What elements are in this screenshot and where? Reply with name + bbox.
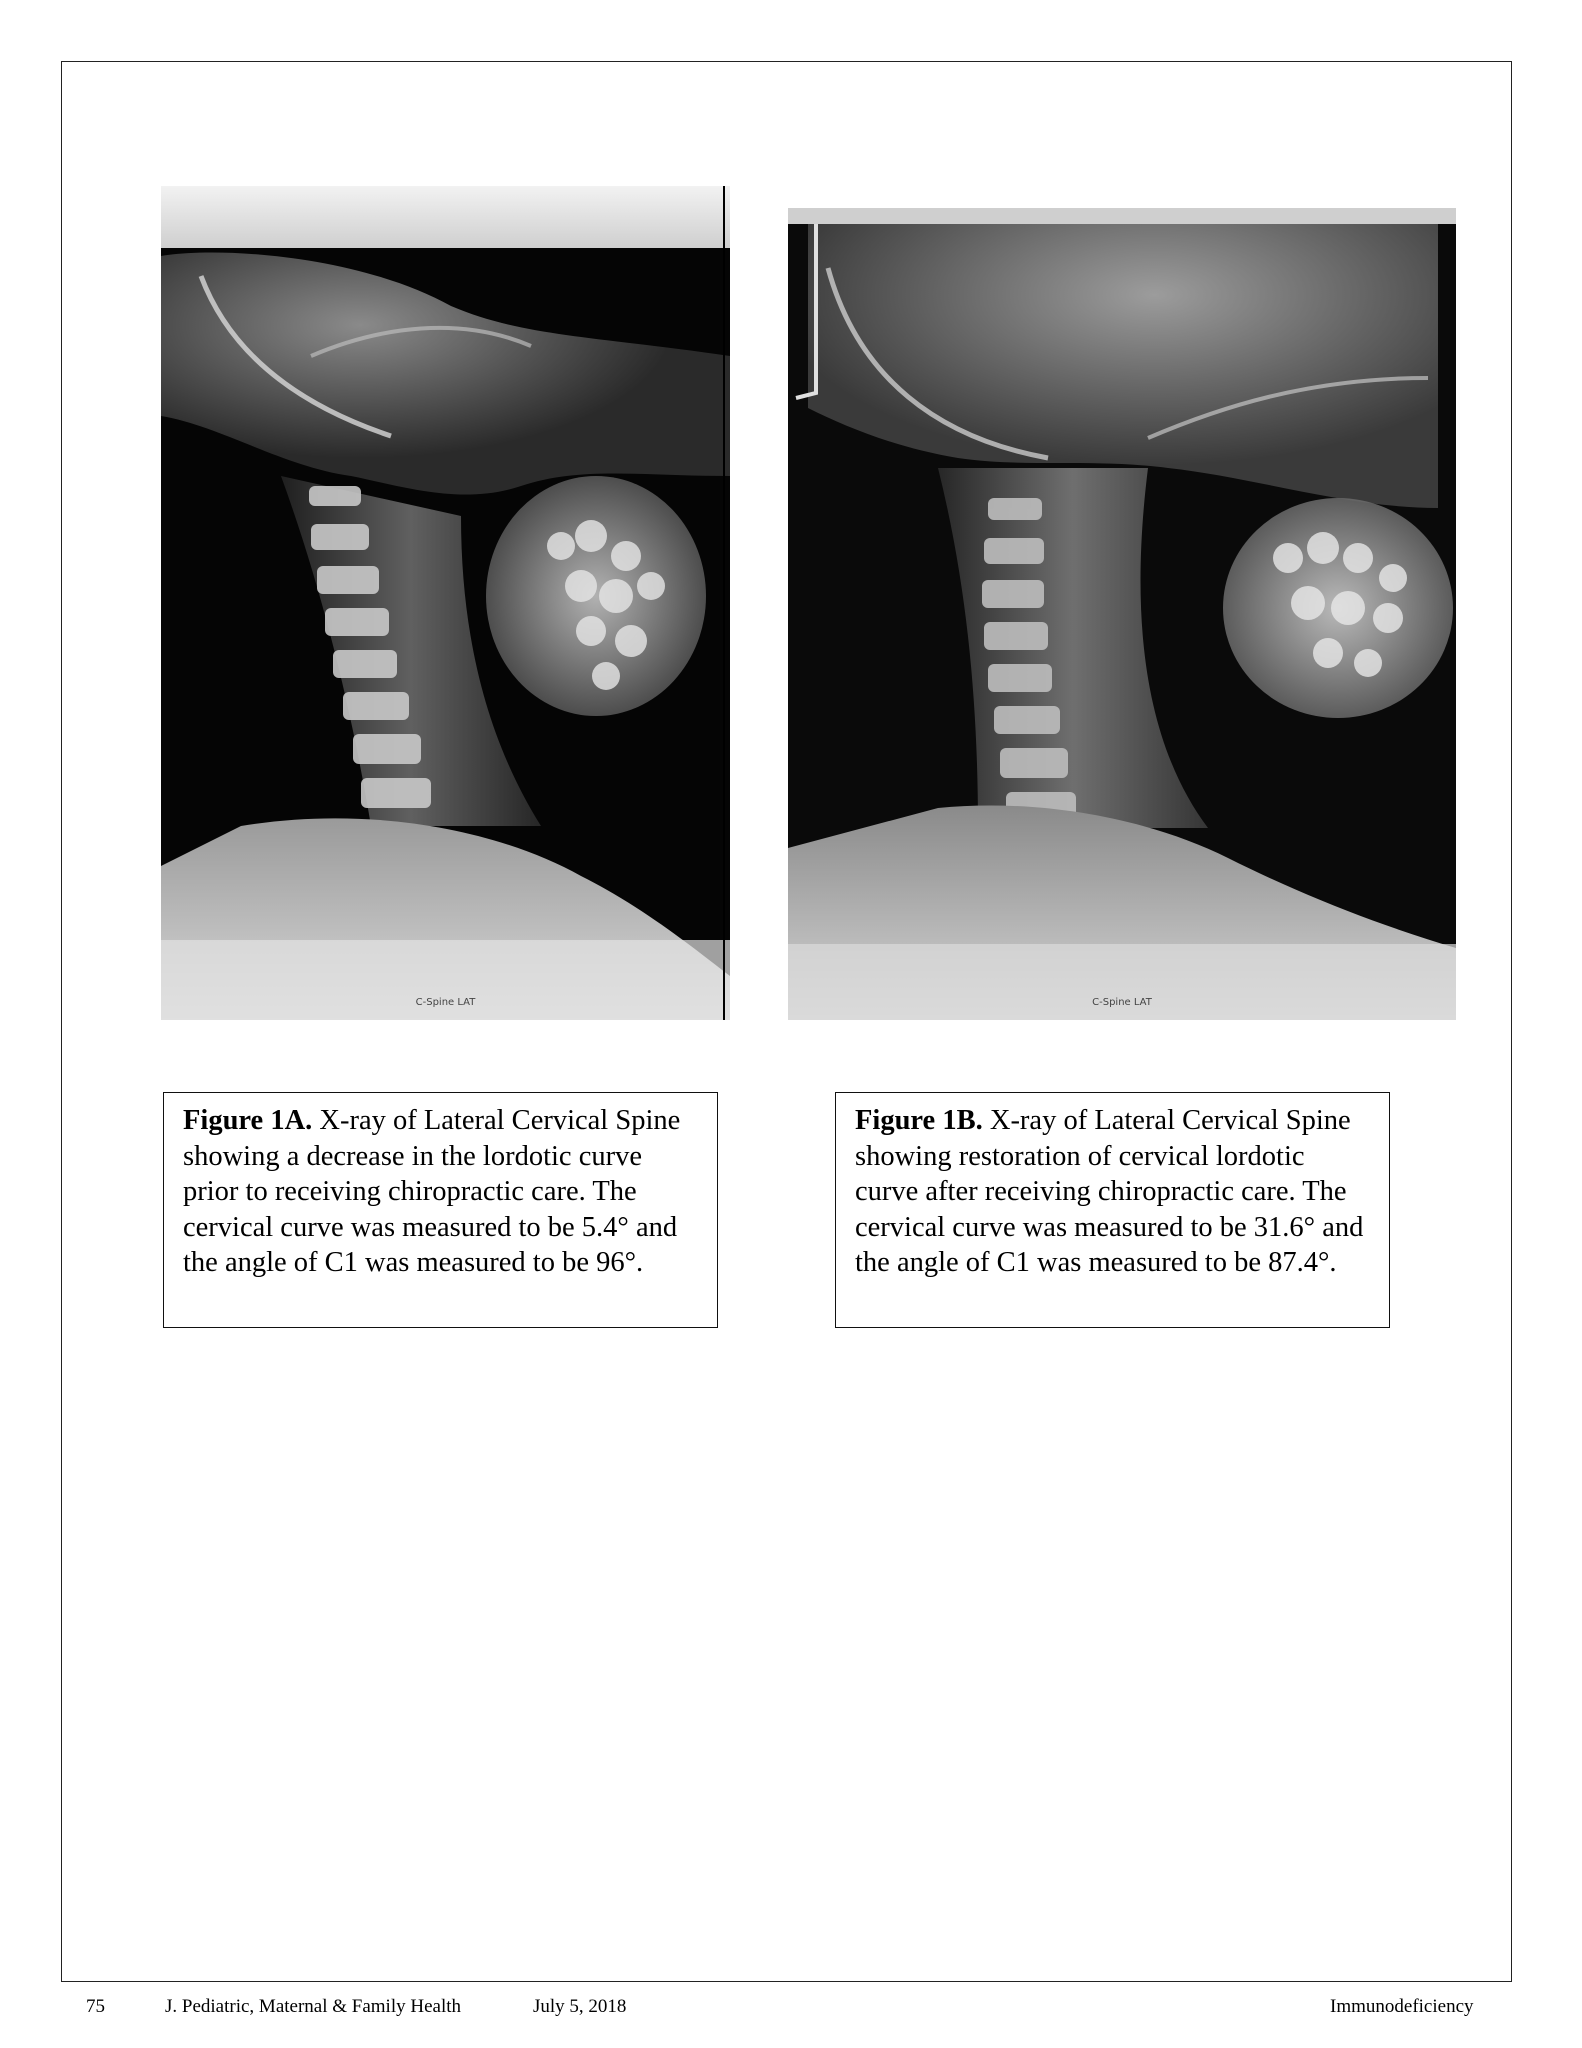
- xray-image-figure-1a: [161, 186, 730, 1020]
- footer-page-number: 75: [86, 1996, 105, 2017]
- xray-image-figure-1b: [788, 208, 1456, 1020]
- figure-caption-1a: [163, 1092, 718, 1328]
- xray-label-figure-1b: C-Spine LAT: [1092, 997, 1152, 1008]
- xray-label-figure-1a: C-Spine LAT: [415, 997, 476, 1008]
- caption-text-1a: X-ray of Lateral Cervical Spine showing a decrease in the lordotic curve prior to receiving chiropractic care. The cervical curve was measured to be 5.4° and the angle of C1 was measured to be 96°.: [183, 1105, 681, 1278]
- caption-text-1b: X-ray of Lateral Cervical Spine showing restoration of cervical lordotic curve after receiving chiropractic care. The cervical curve was measured to be 31.6° and the angle of C1 was measured to be 87.4°.: [855, 1105, 1364, 1278]
- figure-caption-1b: [835, 1092, 1390, 1328]
- footer-date: July 5, 2018: [533, 1996, 627, 2017]
- caption-title-1a: Figure 1A.: [183, 1105, 313, 1136]
- caption-title-1b: Figure 1B.: [855, 1105, 983, 1136]
- footer-journal-name: J. Pediatric, Maternal & Family Health: [165, 1996, 462, 2017]
- footer-topic: Immunodeficiency: [1330, 1996, 1474, 2017]
